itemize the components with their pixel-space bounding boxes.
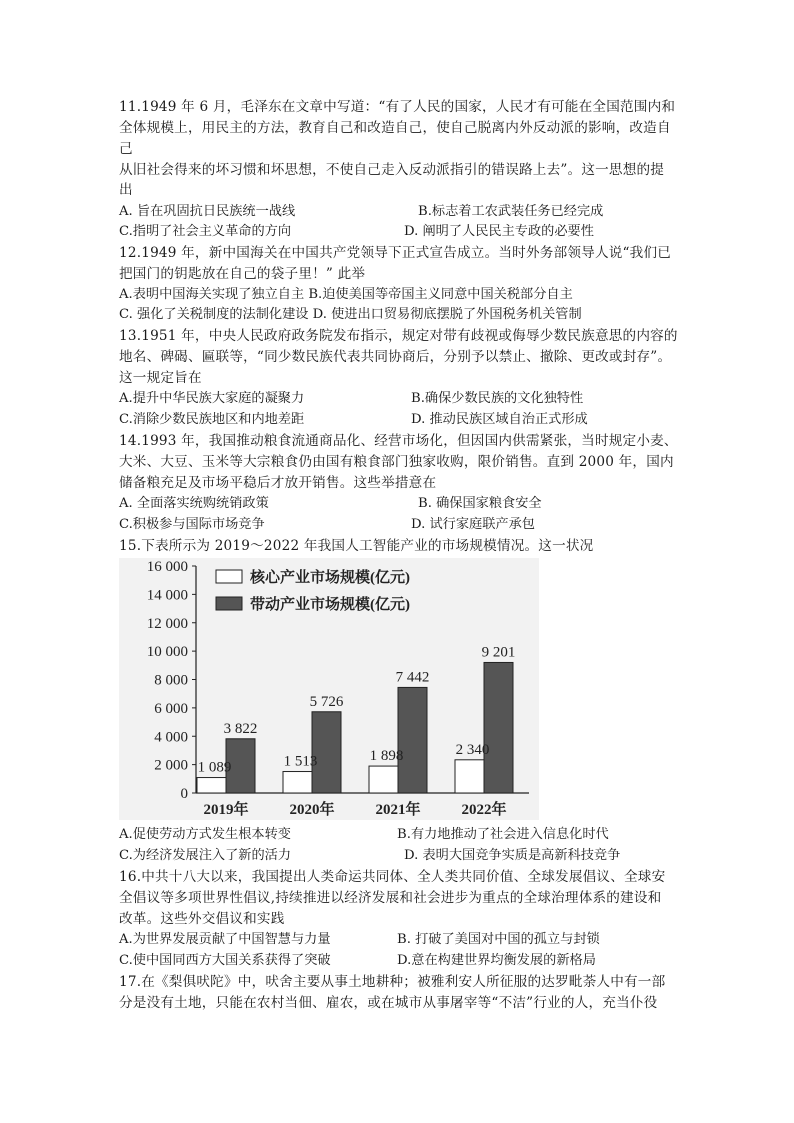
- x-tick-label: 2021年: [375, 802, 421, 818]
- x-tick-label: 2020年: [289, 802, 335, 818]
- q11-option-b: B.标志着工农武装任务已经完成: [418, 204, 604, 219]
- q13-line-3: 这一规定旨在: [119, 370, 202, 386]
- y-tick-label: 16 000: [146, 559, 188, 575]
- x-tick-label: 2019年: [203, 802, 249, 818]
- q16-line-3: 改革。这些外交倡议和实践: [119, 911, 285, 927]
- q15-option-b: B.有力地推动了社会进入信息化时代: [397, 827, 609, 842]
- q11-line-5: 出: [119, 182, 133, 198]
- q15-option-d: D. 表明大国竞争实质是高新科技竞争: [404, 848, 621, 863]
- q14-option-d: D. 试行家庭联产承包: [411, 517, 535, 532]
- legend-swatch-core: [216, 570, 242, 583]
- q11-line-4: 从旧社会得来的坏习惯和坏思想，不使自己走入反动派指引的错误路上去”。这一思想的提: [119, 162, 665, 178]
- q11-line-1: 11.1949 年 6 月，毛泽东在文章中写道：“有了人民的国家，人民才有可能在全国范围内和: [119, 99, 676, 115]
- data-label-driven: 9 201: [481, 644, 516, 661]
- q11-line-2: 全体规模上，用民主的方法，教育自己和改造自己，使自己脱离内外反动派的影响，改造自: [119, 120, 671, 136]
- bar-driven: [398, 687, 427, 793]
- bar-core: [283, 772, 312, 793]
- q13-option-d: D. 推动民族区域自治正式形成: [411, 412, 588, 427]
- q13-line-1: 13.1951 年，中央人民政府政务院发布指示，规定对带有歧视或侮辱少数民族意思的内容的: [119, 328, 678, 344]
- q11-option-a: A. 旨在巩固抗日民族统一战线: [119, 204, 296, 219]
- q15-line-1: 15.下表所示为 2019～2022 年我国人工智能产业的市场规模情况。这一状况: [119, 538, 594, 554]
- q14-line-3: 储备粮充足及市场平稳后才放开销售。这些举措意在: [119, 475, 437, 491]
- q14-option-a: A. 全面落实统购统销政策: [119, 496, 269, 511]
- legend-swatch-driven: [216, 597, 242, 610]
- q16-option-d: D.意在构建世界均衡发展的新格局: [397, 953, 596, 968]
- data-label-driven: 3 822: [223, 720, 258, 737]
- bar-core: [369, 766, 398, 793]
- q12-line-1: 12.1949 年，新中国海关在中国共产党领导下正式宣告成立。当时外务部领导人说“我们已: [119, 245, 672, 261]
- q16-option-c: C.使中国同西方大国关系获得了突破: [119, 953, 331, 968]
- bar-core: [197, 778, 226, 793]
- data-label-core: 1 513: [283, 753, 318, 770]
- q12-options-cd: C. 强化了关税制度的法制化建设 D. 使进出口贸易彻底摆脱了外国税务机关管制: [119, 307, 582, 322]
- data-label-core: 1 089: [197, 759, 232, 776]
- data-label-driven: 7 442: [395, 669, 430, 686]
- q14-option-c: C.积极参与国际市场竞争: [119, 517, 265, 532]
- q11-option-c: C.指明了社会主义革命的方向: [119, 224, 292, 239]
- q17-line-2: 分是没有土地，只能在农村当佃、雇农，或在城市从事屠宰等“不洁”行业的人，充当仆役: [119, 995, 658, 1011]
- q14-line-1: 14.1993 年，我国推动粮食流通商品化、经营市场化，但因国内供需紧张，当时规定小麦、: [119, 433, 678, 449]
- q15-option-a: A.促使劳动方式发生根本转变: [119, 827, 291, 842]
- q16-line-2: 全倡议等多项世界性倡议,持续推进以经济发展和社会进步为重点的全球治理体系的建设和: [119, 890, 662, 906]
- data-label-core: 1 898: [369, 748, 404, 765]
- q13-option-b: B.确保少数民族的文化独特性: [411, 391, 584, 406]
- q11-line-3: 己: [119, 141, 133, 157]
- y-tick-label: 4 000: [154, 729, 188, 746]
- q12-line-2: 把国门的钥匙放在自己的袋子里！” 此举: [119, 266, 366, 282]
- q15-option-c: C.为经济发展注入了新的活力: [119, 848, 292, 863]
- market-size-bar-chart: [119, 558, 539, 820]
- q13-option-a: A.提升中华民族大家庭的凝聚力: [119, 391, 305, 406]
- y-tick-label: 6 000: [154, 700, 188, 717]
- q16-option-a: A.为世界发展贡献了中国智慧与力量: [119, 932, 331, 947]
- y-tick-label: 0: [180, 786, 188, 802]
- data-label-core: 2 340: [455, 741, 490, 758]
- bar-driven: [312, 712, 341, 793]
- y-tick-label: 8 000: [154, 672, 188, 689]
- x-tick-label: 2022年: [461, 802, 507, 818]
- y-tick-label: 2 000: [154, 757, 188, 774]
- q17-line-1: 17.在《梨俱吠陀》中，吠舍主要从事土地耕种；被雅利安人所征服的达罗毗荼人中有一部: [119, 974, 666, 990]
- bar-core: [455, 760, 484, 793]
- q14-line-2: 大米、大豆、玉米等大宗粮食仍由国有粮食部门独家收购，限价销售。直到 2000 年，国内: [119, 454, 674, 470]
- legend-label-driven: 带动产业市场规模(亿元): [250, 597, 410, 613]
- y-tick-label: 14 000: [146, 587, 188, 604]
- data-label-driven: 5 726: [309, 693, 344, 710]
- y-tick-label: 12 000: [146, 615, 188, 632]
- y-tick-label: 10 000: [146, 644, 188, 661]
- q12-options-ab: A.表明中国海关实现了独立自主 B.迫使美国等帝国主义同意中国关税部分自主: [119, 287, 573, 302]
- q16-option-b: B. 打破了美国对中国的孤立与封锁: [397, 932, 600, 947]
- q13-option-c: C.消除少数民族地区和内地差距: [119, 412, 305, 427]
- legend-label-core: 核心产业市场规模(亿元): [250, 570, 410, 586]
- q14-option-b: B. 确保国家粮食安全: [418, 496, 542, 511]
- bar-driven: [484, 662, 513, 793]
- q16-line-1: 16.中共十八大以来，我国提出人类命运共同体、全人类共同价值、全球发展倡议、全球安: [119, 869, 666, 885]
- q13-line-2: 地名、碑碣、匾联等，“同少数民族代表共同协商后，分别予以禁止、撤除、更改或封存”。: [119, 349, 672, 365]
- q11-option-d: D. 阐明了人民民主专政的必要性: [404, 224, 594, 239]
